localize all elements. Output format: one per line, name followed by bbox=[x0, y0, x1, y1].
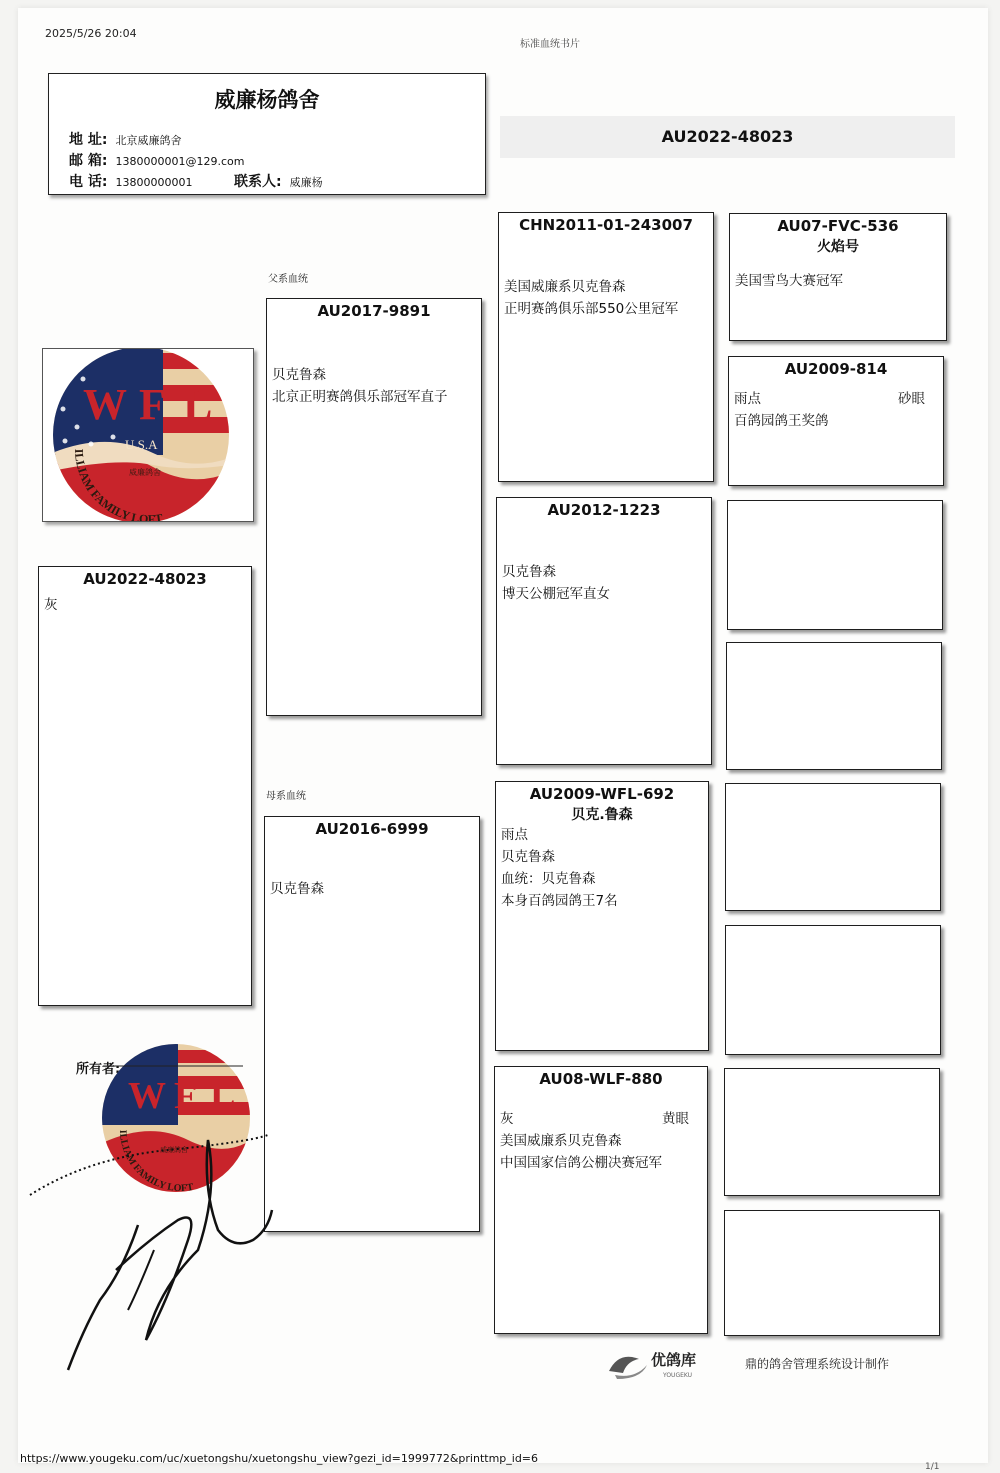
dam-sire-name: 贝克.鲁森 bbox=[571, 807, 633, 823]
dam-dam-color: 灰 bbox=[500, 1111, 514, 1127]
email-value: 1380000001@129.com bbox=[115, 155, 245, 168]
svg-text:F: F bbox=[139, 380, 166, 429]
gg6-card bbox=[725, 925, 941, 1055]
sire-line-1: 贝克鲁森 bbox=[272, 367, 326, 383]
dam-sire-ring: AU2009-WFL-692 bbox=[529, 785, 675, 803]
dam-dam-ring: AU08-WLF-880 bbox=[539, 1070, 663, 1088]
brand-name-en: YOUGEKU bbox=[663, 1372, 693, 1379]
logo-card bbox=[42, 348, 254, 522]
dam-sire-card bbox=[495, 781, 709, 1051]
gg7-card bbox=[724, 1068, 940, 1196]
sire-sire-card bbox=[498, 212, 714, 482]
sire-dam-line-1: 贝克鲁森 bbox=[502, 564, 556, 580]
gg2-eye: 砂眼 bbox=[898, 391, 925, 407]
gg3-card bbox=[727, 500, 943, 630]
footer-credit: 鼎的鸽舍管理系统设计制作 bbox=[745, 1357, 890, 1371]
gg1-ring: AU07-FVC-536 bbox=[777, 217, 899, 235]
gg1-name: 火焰号 bbox=[817, 239, 859, 255]
dam-dam-eye: 黄眼 bbox=[662, 1111, 689, 1127]
sire-sire-line-1: 美国威廉系贝克鲁森 bbox=[504, 279, 626, 295]
print-datetime: 2025/5/26 20:04 bbox=[45, 27, 137, 40]
svg-text:W: W bbox=[83, 380, 127, 429]
gg2-ring: AU2009-814 bbox=[784, 360, 888, 378]
dam-dam-card bbox=[494, 1066, 708, 1334]
loft-name: 威廉杨鸽舍 bbox=[214, 88, 320, 112]
gg4-card bbox=[726, 642, 942, 770]
owner-label: 所有者: bbox=[76, 1062, 121, 1077]
svg-text:L: L bbox=[210, 1075, 236, 1117]
address-value: 北京威廉鸽舍 bbox=[115, 134, 182, 147]
sire-sire-ring: CHN2011-01-243007 bbox=[519, 216, 693, 234]
svg-text:F: F bbox=[174, 1075, 198, 1117]
dam-dam-line-1: 美国威廉系贝克鲁森 bbox=[500, 1133, 622, 1149]
owner-seal-signature bbox=[28, 1040, 298, 1380]
gg2-color: 雨点 bbox=[734, 391, 761, 407]
dam-sire-line-4: 本身百鸽园鸽王7名 bbox=[501, 893, 618, 909]
gg2-card bbox=[728, 356, 944, 486]
ring-banner: AU2022-48023 bbox=[500, 116, 955, 158]
gg5-card bbox=[725, 783, 941, 911]
address-row bbox=[69, 129, 181, 149]
svg-text:ILLIAM FAMILY LOFT: ILLIAM FAMILY LOFT bbox=[71, 448, 164, 521]
subject-ring: AU2022-48023 bbox=[83, 570, 207, 588]
sire-card bbox=[266, 298, 482, 716]
dam-sire-line-3: 血统：贝克鲁森 bbox=[501, 871, 596, 887]
sire-sire-line-2: 正明赛鸽俱乐部550公里冠军 bbox=[504, 301, 679, 317]
dam-line-1: 贝克鲁森 bbox=[270, 881, 324, 897]
contact-value: 威廉杨 bbox=[289, 176, 323, 189]
dam-sire-line-2: 贝克鲁森 bbox=[501, 849, 555, 865]
contact-label: 联系人: bbox=[233, 174, 282, 190]
wfl-logo bbox=[43, 349, 253, 521]
svg-text:W: W bbox=[128, 1075, 166, 1117]
subject-color: 灰 bbox=[44, 597, 58, 613]
subject-card bbox=[38, 566, 252, 1006]
address-label: 地 址: bbox=[69, 132, 108, 148]
gg2-line-1: 百鸽园鸽王奖鸽 bbox=[734, 413, 829, 429]
svg-text:U.S.A: U.S.A bbox=[125, 437, 158, 452]
gg8-card bbox=[724, 1210, 940, 1336]
yougeku-logo bbox=[605, 1345, 735, 1385]
svg-text:ILLIAM FAMILY LOFT: ILLIAM FAMILY LOFT bbox=[116, 1129, 195, 1195]
svg-text:威廉鸽舍: 威廉鸽舍 bbox=[129, 468, 161, 477]
sire-dam-line-2: 博天公棚冠军直女 bbox=[502, 586, 610, 602]
sire-dam-ring: AU2012-1223 bbox=[547, 501, 661, 519]
page-url: https://www.yougeku.com/uc/xuetongshu/xuetongshu_view?gezi_id=1999772&printtmp_id=6 bbox=[20, 1452, 539, 1465]
dam-line-label: 母系血统 bbox=[266, 791, 306, 802]
sire-dam-card bbox=[496, 497, 712, 765]
sire-ring: AU2017-9891 bbox=[317, 302, 431, 320]
email-row bbox=[69, 150, 244, 170]
phone-value: 13800000001 bbox=[115, 176, 193, 189]
dam-dam-line-2: 中国国家信鸽公棚决赛冠军 bbox=[500, 1155, 662, 1171]
sire-line-2: 北京正明赛鸽俱乐部冠军直子 bbox=[272, 389, 448, 405]
phone-label: 电 话: bbox=[69, 174, 108, 190]
brand-name: 优鸽库 bbox=[651, 1351, 697, 1369]
dam-sire-line-1: 雨点 bbox=[501, 827, 528, 843]
document-title: 标准血统书片 bbox=[520, 39, 580, 50]
gg1-card bbox=[729, 213, 947, 341]
svg-text:L: L bbox=[183, 380, 213, 429]
gg1-line-1: 美国雪鸟大赛冠军 bbox=[735, 273, 843, 289]
dam-ring: AU2016-6999 bbox=[315, 820, 429, 838]
loft-info-box bbox=[48, 73, 486, 195]
email-label: 邮 箱: bbox=[69, 153, 108, 169]
phone-row bbox=[69, 171, 323, 191]
svg-text:威廉鸽舍: 威廉鸽舍 bbox=[160, 1146, 188, 1154]
sire-line-label: 父系血统 bbox=[268, 274, 308, 285]
page-number: 1/1 bbox=[925, 1462, 940, 1472]
